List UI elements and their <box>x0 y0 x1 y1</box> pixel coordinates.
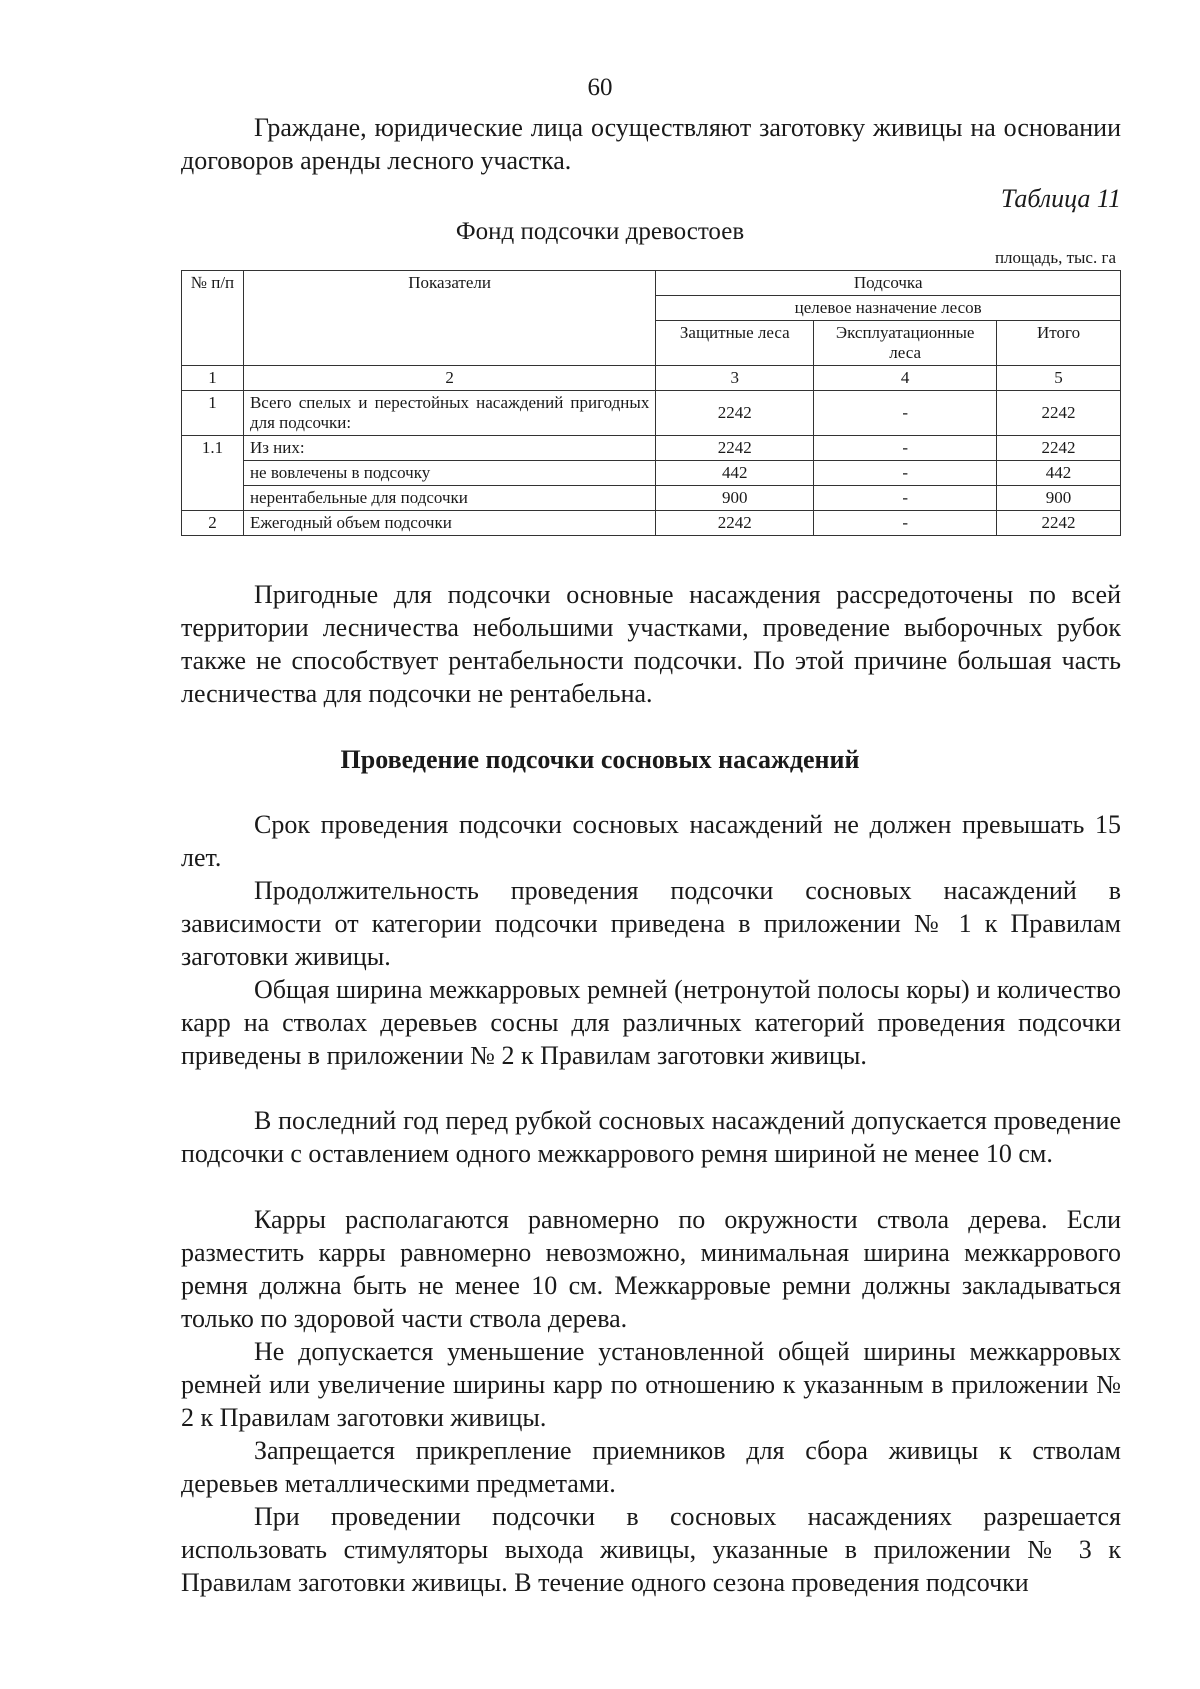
row-protective: 2242 <box>656 391 814 436</box>
row-exploitation: - <box>814 391 997 436</box>
row-name: нерентабельные для подсочки <box>243 486 655 511</box>
row-num: 1.1 <box>182 436 244 511</box>
row-name: Из них: <box>243 436 655 461</box>
body-paragraph: Общая ширина межкарровых ремней (нетронутой полосы коры) и количество карр на стволах деревьев сосны для различных категорий проведения подсочки приведены в приложении № 2 к Правилам заготовки живицы. <box>181 975 1121 1070</box>
row-protective: 2242 <box>656 436 814 461</box>
body-paragraph: Продолжительность проведения подсочки сосновых насаждений в зависимости от категории подсочки приведена в приложении № 1 к Правилам заготовки живицы. <box>181 876 1121 971</box>
row-name: не вовлечены в подсочку <box>243 461 655 486</box>
header-total: Итого <box>997 321 1121 366</box>
body-paragraph: Не допускается уменьшение установленной общей ширины межкарровых ремней или увеличение ширины карр по отношению к указанным в приложении № 2 к Правилам заготовки живицы. <box>181 1337 1121 1432</box>
body-paragraph: Карры располагаются равномерно по окружности ствола дерева. Если разместить карры равномерно невозможно, минимальная ширина межкаррового ремня должна быть не менее 10 см. Межкарровые ремни должны закладываться только по здоровой части ствола дерева. <box>181 1205 1121 1333</box>
header-num: № п/п <box>182 271 244 366</box>
section-heading: Проведение подсочки сосновых насаждений <box>340 745 860 774</box>
column-numbers-row <box>182 366 1121 391</box>
table-row <box>182 436 1121 461</box>
row-exploitation: - <box>814 511 997 536</box>
body-paragraph: При проведении подсочки в сосновых насаждениях разрешается использовать стимуляторы выхода живицы, указанные в приложении № 3 к Правилам заготовки живицы. В течение одного сезона проведения подсочки <box>181 1502 1121 1597</box>
header-exploitation: Эксплуатационные леса <box>814 321 997 366</box>
row-exploitation: - <box>814 486 997 511</box>
header-purpose: целевое назначение лесов <box>656 296 1121 321</box>
header-indicators: Показатели <box>243 271 655 366</box>
body-paragraph: В последний год перед рубкой сосновых насаждений допускается проведение подсочки с оставлением одного межкаррового ремня шириной не менее 10 см. <box>181 1106 1121 1168</box>
intro-paragraph: Граждане, юридические лица осуществляют заготовку живицы на основании договоров аренды лесного участка. <box>181 113 1121 175</box>
row-exploitation: - <box>814 436 997 461</box>
body-paragraph: Срок проведения подсочки сосновых насаждений не должен превышать 15 лет. <box>181 810 1121 872</box>
column-number: 5 <box>997 366 1121 391</box>
table-caption: Таблица 11 <box>1000 184 1121 213</box>
row-total: 2242 <box>997 436 1121 461</box>
row-total: 2242 <box>997 391 1121 436</box>
column-number: 3 <box>656 366 814 391</box>
page-number: 60 <box>587 74 613 101</box>
row-total: 442 <box>997 461 1121 486</box>
row-protective: 900 <box>656 486 814 511</box>
table-row <box>182 486 1121 511</box>
row-total: 2242 <box>997 511 1121 536</box>
header-tapping: Подсочка <box>656 271 1121 296</box>
column-number: 4 <box>814 366 997 391</box>
tapping-fund-table <box>181 270 1121 536</box>
body-paragraph: Запрещается прикрепление приемников для сбора живицы к стволам деревьев металлическими предметами. <box>181 1436 1121 1498</box>
row-total: 900 <box>997 486 1121 511</box>
table-title: Фонд подсочки древостоев <box>455 218 745 245</box>
column-number: 1 <box>182 366 244 391</box>
column-number: 2 <box>243 366 655 391</box>
row-protective: 442 <box>656 461 814 486</box>
row-name: Ежегодный объем подсочки <box>243 511 655 536</box>
row-exploitation: - <box>814 461 997 486</box>
row-protective: 2242 <box>656 511 814 536</box>
row-num: 1 <box>182 391 244 436</box>
paragraph-after-table: Пригодные для подсочки основные насаждения рассредоточены по всей территории лесничества небольшими участками, проведение выборочных рубок также не способствует рентабельности подсочки. По этой причине большая часть лесничества для подсочки не рентабельна. <box>181 580 1121 708</box>
table-row <box>182 511 1121 536</box>
table-row <box>182 461 1121 486</box>
row-name: Всего спелых и перестойных насаждений пригодных для подсочки: <box>243 391 655 436</box>
table-units: площадь, тыс. га <box>994 248 1116 267</box>
table-row <box>182 391 1121 436</box>
header-protective: Защитные леса <box>656 321 814 366</box>
row-num: 2 <box>182 511 244 536</box>
table-header-row <box>182 271 1121 296</box>
